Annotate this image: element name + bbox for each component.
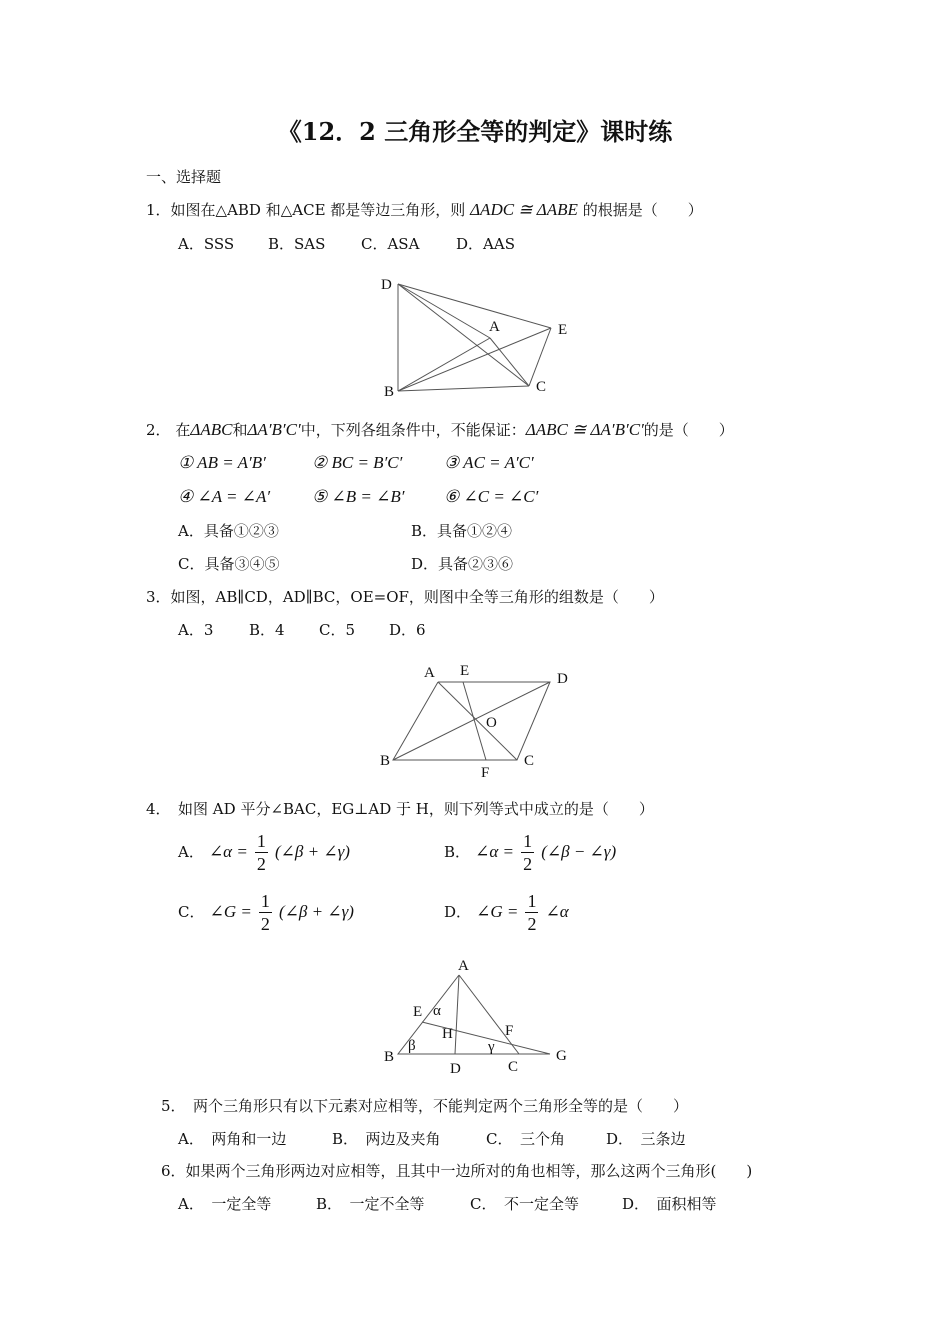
question-1-option-b: B．SAS bbox=[268, 235, 326, 253]
fraction-denominator: 2 bbox=[256, 854, 266, 874]
fraction-denominator: 2 bbox=[260, 914, 270, 934]
question-1-stem: 1．如图在△ABD 和△ACE 都是等边三角形，则 bbox=[146, 201, 466, 219]
figure-3-label-d: D bbox=[557, 671, 568, 687]
fraction-denominator: 2 bbox=[523, 854, 533, 874]
question-4-option-c-lhs: ∠G = bbox=[209, 902, 252, 921]
question-5-stem: 5． 两个三角形只有以下元素对应相等，不能判定两个三角形全等的是（ ） bbox=[161, 1097, 689, 1115]
figure-4-label-d: D bbox=[450, 1061, 461, 1077]
figure-4-label-f: F bbox=[505, 1023, 514, 1039]
figure-4-label-alpha: α bbox=[433, 1003, 441, 1019]
fraction-denominator: 2 bbox=[527, 914, 537, 934]
figure-4-label-h: H bbox=[442, 1026, 453, 1042]
question-4-stem: 4． 如图 AD 平分∠BAC，EG⊥AD 于 H，则下列等式中成立的是（ ） bbox=[146, 800, 654, 818]
question-2-option-a: A．具备①②③ bbox=[178, 522, 279, 540]
question-2-condition-4: ④ ∠A = ∠A′ bbox=[178, 487, 271, 506]
question-6-option-d: D． 面积相等 bbox=[622, 1195, 717, 1213]
question-3-option-b: B．4 bbox=[249, 621, 285, 639]
figure-3-label-c: C bbox=[524, 753, 535, 769]
question-4-option-d-lhs: ∠G = bbox=[476, 902, 519, 921]
question-4-option-b-lhs: ∠α = bbox=[475, 842, 515, 861]
question-1-option-a: A．SSS bbox=[178, 235, 235, 253]
question-3-option-d: D．6 bbox=[389, 621, 426, 639]
question-6-option-a: A． 一定全等 bbox=[178, 1195, 272, 1213]
question-5-option-a: A． 两角和一边 bbox=[178, 1130, 287, 1148]
question-4-option-b-rhs: (∠β − ∠γ) bbox=[541, 842, 617, 861]
question-6-option-b: B． 一定不全等 bbox=[316, 1195, 425, 1213]
question-2-triangle-2: ΔA′B′C′ bbox=[247, 420, 301, 439]
figure-1-label-e: E bbox=[558, 322, 568, 338]
figure-4-label-beta: β bbox=[408, 1038, 416, 1054]
question-2-condition-3: ③ AC = A′C′ bbox=[444, 453, 534, 472]
question-3-stem: 3．如图，AB∥CD，AD∥BC，OE=OF，则图中全等三角形的组数是（ ） bbox=[146, 588, 664, 606]
question-4-option-a-label: A． bbox=[178, 843, 204, 861]
question-2-option-b: B．具备①②④ bbox=[411, 522, 513, 540]
question-4-option-a-lhs: ∠α = bbox=[208, 842, 248, 861]
question-1-tail: 的根据是（ ） bbox=[582, 201, 703, 219]
question-2-condition-6: ⑥ ∠C = ∠C′ bbox=[444, 487, 539, 506]
question-2-stem-c: 的是（ ） bbox=[643, 421, 734, 439]
fraction-numerator: 1 bbox=[260, 891, 270, 911]
question-4-option-a-rhs: (∠β + ∠γ) bbox=[275, 842, 350, 861]
question-6-stem: 6．如果两个三角形两边对应相等，且其中一边所对的角也相等，那么这两个三角形( ) bbox=[161, 1162, 753, 1180]
fraction-numerator: 1 bbox=[527, 891, 537, 911]
figure-4-label-g: G bbox=[556, 1048, 567, 1064]
question-6-option-c: C． 不一定全等 bbox=[470, 1195, 579, 1213]
question-5-option-d: D． 三条边 bbox=[606, 1130, 686, 1148]
figure-3-label-a: A bbox=[424, 665, 435, 681]
figure-4-label-b: B bbox=[384, 1049, 395, 1065]
page-title: 《12．2 三角形全等的判定》课时练 bbox=[277, 117, 673, 146]
question-4-option-d-rhs: ∠α bbox=[545, 902, 569, 921]
question-2-triangle-1: ΔABC bbox=[190, 420, 233, 439]
figure-3-label-f: F bbox=[481, 765, 490, 781]
question-4-option-c-rhs: (∠β + ∠γ) bbox=[279, 902, 354, 921]
question-2-option-c: C．具备③④⑤ bbox=[178, 555, 280, 573]
question-4-option-b-label: B． bbox=[444, 843, 471, 861]
figure-3-label-b: B bbox=[380, 753, 391, 769]
question-2-option-d: D．具备②③⑥ bbox=[411, 555, 514, 573]
fraction-numerator: 1 bbox=[523, 831, 533, 851]
question-2-and: 和 bbox=[232, 421, 248, 439]
question-5-option-b: B． 两边及夹角 bbox=[332, 1130, 441, 1148]
question-3-option-a: A．3 bbox=[178, 621, 214, 639]
question-2-congruence: ΔABC ≅ ΔA′B′C′ bbox=[525, 420, 644, 439]
question-4-option-c-label: C． bbox=[178, 903, 205, 921]
question-2-stem-a: 在 bbox=[175, 421, 191, 439]
figure-3-label-o: O bbox=[486, 715, 497, 731]
question-2-number: 2． bbox=[146, 421, 171, 439]
fraction-numerator: 1 bbox=[256, 831, 266, 851]
figure-4-label-a: A bbox=[458, 958, 469, 974]
question-2-stem-b: 中，下列各组条件中，不能保证： bbox=[300, 421, 526, 439]
question-1-option-c: C．ASA bbox=[361, 235, 420, 253]
figure-1-label-a: A bbox=[489, 319, 500, 335]
figure-1-label-d: D bbox=[381, 277, 392, 293]
section-heading: 一、选择题 bbox=[146, 168, 222, 186]
question-2-condition-2: ② BC = B′C′ bbox=[312, 453, 403, 472]
figure-1-label-c: C bbox=[536, 379, 547, 395]
figure-4-label-c: C bbox=[508, 1059, 519, 1075]
question-2-condition-5: ⑤ ∠B = ∠B′ bbox=[312, 487, 405, 506]
question-2-condition-1: ① AB = A′B′ bbox=[178, 453, 266, 472]
figure-4-label-gamma: γ bbox=[488, 1039, 495, 1055]
question-5-option-c: C． 三个角 bbox=[486, 1130, 565, 1148]
question-3-option-c: C．5 bbox=[319, 621, 356, 639]
figure-4-label-e: E bbox=[413, 1004, 423, 1020]
figure-1-label-b: B bbox=[384, 384, 395, 400]
question-1-math: ΔADC ≅ ΔABE bbox=[470, 200, 578, 219]
figure-3-label-e: E bbox=[460, 663, 470, 679]
question-1-option-d: D．AAS bbox=[456, 235, 515, 253]
question-4-option-d-label: D． bbox=[444, 903, 472, 921]
